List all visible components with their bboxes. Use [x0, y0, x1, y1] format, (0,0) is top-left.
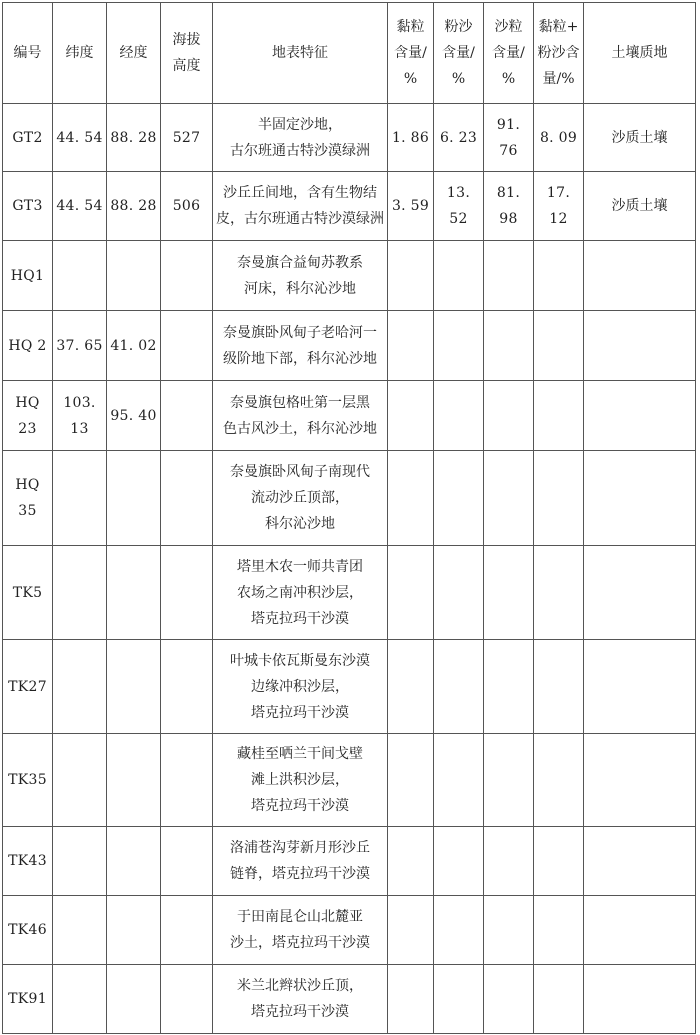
cell-latitude [53, 734, 107, 827]
cell-clay-silt [534, 734, 584, 827]
header-latitude: 纬度 [53, 3, 107, 104]
cell-clay-silt [534, 381, 584, 451]
cell-sand [484, 896, 534, 965]
cell-clay-silt [534, 311, 584, 381]
cell-surface-feature: 半固定沙地， 古尔班通古特沙漠绿洲 [213, 104, 388, 172]
cell-latitude [53, 827, 107, 896]
cell-latitude: 37. 65 [53, 311, 107, 381]
cell-clay-silt [534, 896, 584, 965]
cell-texture [584, 241, 696, 311]
cell-silt [434, 896, 484, 965]
cell-texture: 沙质土壤 [584, 104, 696, 172]
cell-sand [484, 241, 534, 311]
cell-surface-feature: 于田南昆仑山北麓亚 沙土，塔克拉玛干沙漠 [213, 896, 388, 965]
cell-altitude [161, 827, 213, 896]
cell-surface-feature: 奈曼旗卧风甸子南现代 流动沙丘顶部， 科尔沁沙地 [213, 451, 388, 546]
table-row [3, 311, 696, 381]
cell-silt: 6. 23 [434, 104, 484, 172]
cell-clay [388, 734, 434, 827]
cell-silt [434, 451, 484, 546]
cell-altitude [161, 640, 213, 734]
cell-id: TK43 [3, 827, 53, 896]
cell-latitude [53, 451, 107, 546]
cell-texture [584, 546, 696, 640]
cell-altitude [161, 896, 213, 965]
table-row [3, 965, 696, 1034]
cell-latitude [53, 241, 107, 311]
cell-latitude [53, 965, 107, 1034]
table-row [3, 241, 696, 311]
cell-id: TK46 [3, 896, 53, 965]
cell-latitude: 44. 54 [53, 172, 107, 241]
cell-longitude: 88. 28 [107, 104, 161, 172]
header-row [3, 3, 696, 104]
cell-latitude: 44. 54 [53, 104, 107, 172]
cell-longitude [107, 965, 161, 1034]
cell-id: HQ1 [3, 241, 53, 311]
cell-id: HQ 2 [3, 311, 53, 381]
cell-longitude [107, 546, 161, 640]
cell-silt [434, 640, 484, 734]
cell-clay [388, 451, 434, 546]
cell-id: TK27 [3, 640, 53, 734]
table-row [3, 172, 696, 241]
cell-clay-silt [534, 965, 584, 1034]
cell-latitude [53, 896, 107, 965]
table-row [3, 104, 696, 172]
cell-altitude [161, 734, 213, 827]
cell-latitude [53, 640, 107, 734]
cell-surface-feature: 奈曼旗包格吐第一层黑 色古风沙土，科尔沁沙地 [213, 381, 388, 451]
cell-altitude [161, 311, 213, 381]
cell-clay [388, 241, 434, 311]
cell-id: TK35 [3, 734, 53, 827]
cell-surface-feature: 奈曼旗合益甸苏教系 河床，科尔沁沙地 [213, 241, 388, 311]
header-surface-feature: 地表特征 [213, 3, 388, 104]
cell-sand [484, 451, 534, 546]
cell-clay [388, 311, 434, 381]
cell-surface-feature: 洛浦苍沟芽新月形沙丘 链脊，塔克拉玛干沙漠 [213, 827, 388, 896]
cell-surface-feature: 叶城卡依瓦斯曼东沙漠 边缘冲积沙层， 塔克拉玛干沙漠 [213, 640, 388, 734]
cell-sand [484, 827, 534, 896]
cell-sand: 91. 76 [484, 104, 534, 172]
cell-texture [584, 896, 696, 965]
table-row [3, 451, 696, 546]
cell-id: TK91 [3, 965, 53, 1034]
cell-longitude [107, 827, 161, 896]
header-silt: 粉沙 含量/ % [434, 3, 484, 104]
cell-texture [584, 381, 696, 451]
cell-clay [388, 640, 434, 734]
cell-altitude: 527 [161, 104, 213, 172]
header-clay: 黏粒 含量/ % [388, 3, 434, 104]
cell-silt [434, 734, 484, 827]
cell-clay-silt [534, 640, 584, 734]
cell-id: HQ 35 [3, 451, 53, 546]
cell-sand [484, 640, 534, 734]
cell-altitude [161, 965, 213, 1034]
cell-id: HQ 23 [3, 381, 53, 451]
cell-longitude: 95. 40 [107, 381, 161, 451]
cell-longitude: 41. 02 [107, 311, 161, 381]
cell-texture [584, 640, 696, 734]
cell-longitude [107, 896, 161, 965]
header-sand: 沙粒 含量/ % [484, 3, 534, 104]
cell-clay-silt [534, 827, 584, 896]
cell-clay-silt [534, 241, 584, 311]
cell-surface-feature: 奈曼旗卧风甸子老哈河一 级阶地下部，科尔沁沙地 [213, 311, 388, 381]
cell-altitude [161, 546, 213, 640]
cell-surface-feature: 沙丘丘间地，含有生物结 皮，古尔班通古特沙漠绿洲 [213, 172, 388, 241]
cell-texture [584, 734, 696, 827]
table-row [3, 640, 696, 734]
cell-silt [434, 546, 484, 640]
cell-longitude [107, 241, 161, 311]
cell-silt [434, 381, 484, 451]
cell-longitude: 88. 28 [107, 172, 161, 241]
header-clay-silt: 黏粒+ 粉沙含 量/% [534, 3, 584, 104]
cell-texture [584, 965, 696, 1034]
cell-surface-feature: 米兰北辫状沙丘顶， 塔克拉玛干沙漠 [213, 965, 388, 1034]
cell-silt [434, 965, 484, 1034]
cell-longitude [107, 640, 161, 734]
cell-clay [388, 965, 434, 1034]
table-row [3, 381, 696, 451]
header-id: 编号 [3, 3, 53, 104]
cell-surface-feature: 藏桂至哂兰干间戈壁 滩上洪积沙层， 塔克拉玛干沙漠 [213, 734, 388, 827]
cell-silt [434, 241, 484, 311]
cell-sand: 81. 98 [484, 172, 534, 241]
cell-clay: 1. 86 [388, 104, 434, 172]
cell-sand [484, 965, 534, 1034]
cell-silt [434, 827, 484, 896]
soil-sample-table [2, 2, 696, 1034]
header-altitude: 海拔 高度 [161, 3, 213, 104]
table-row [3, 827, 696, 896]
cell-id: GT3 [3, 172, 53, 241]
cell-texture [584, 827, 696, 896]
cell-longitude [107, 734, 161, 827]
table-row [3, 546, 696, 640]
cell-latitude: 103. 13 [53, 381, 107, 451]
cell-sand [484, 311, 534, 381]
cell-clay [388, 546, 434, 640]
cell-id: TK5 [3, 546, 53, 640]
cell-surface-feature: 塔里木农一师共青团 农场之南冲积沙层， 塔克拉玛干沙漠 [213, 546, 388, 640]
cell-clay [388, 827, 434, 896]
cell-sand [484, 381, 534, 451]
table-row [3, 896, 696, 965]
cell-clay-silt: 17. 12 [534, 172, 584, 241]
cell-latitude [53, 546, 107, 640]
cell-clay-silt [534, 451, 584, 546]
cell-altitude [161, 451, 213, 546]
cell-texture [584, 311, 696, 381]
cell-sand [484, 546, 534, 640]
cell-texture [584, 451, 696, 546]
cell-clay-silt: 8. 09 [534, 104, 584, 172]
cell-clay-silt [534, 546, 584, 640]
cell-sand [484, 734, 534, 827]
cell-longitude [107, 451, 161, 546]
header-texture: 土壤质地 [584, 3, 696, 104]
cell-texture: 沙质土壤 [584, 172, 696, 241]
cell-id: GT2 [3, 104, 53, 172]
header-longitude: 经度 [107, 3, 161, 104]
cell-silt [434, 311, 484, 381]
cell-clay [388, 896, 434, 965]
cell-altitude [161, 381, 213, 451]
cell-clay: 3. 59 [388, 172, 434, 241]
cell-silt: 13. 52 [434, 172, 484, 241]
cell-clay [388, 381, 434, 451]
table-row [3, 734, 696, 827]
cell-altitude: 506 [161, 172, 213, 241]
cell-altitude [161, 241, 213, 311]
